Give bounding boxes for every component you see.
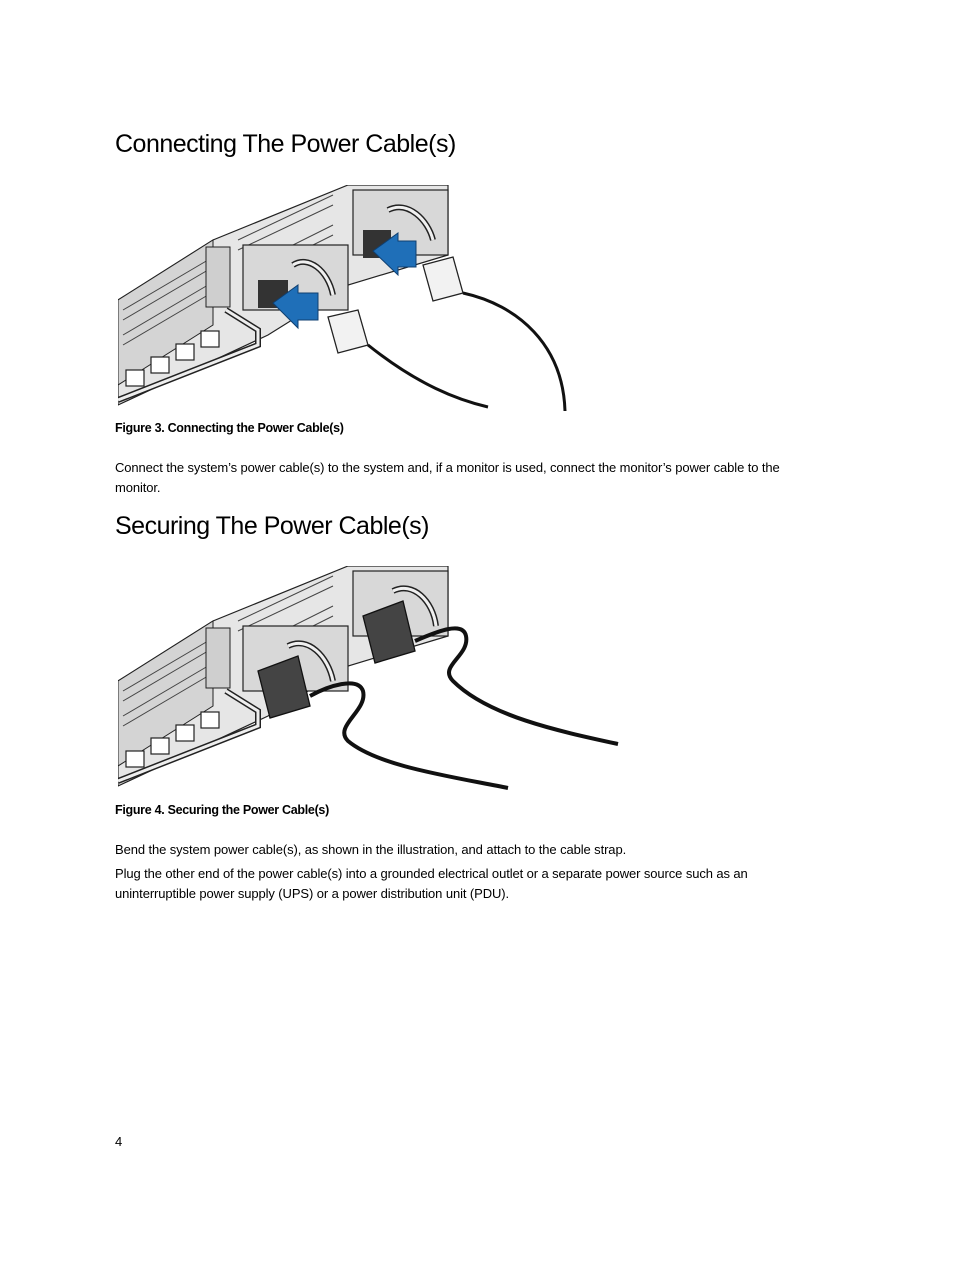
section-heading-connecting: Connecting The Power Cable(s)	[115, 130, 456, 158]
securing-paragraph-1: Bend the system power cable(s), as shown in the illustration, and attach to the cable strap.	[115, 842, 627, 857]
section-heading-securing: Securing The Power Cable(s)	[115, 512, 429, 540]
securing-cables-illustration	[118, 566, 623, 792]
figure-3-caption: Figure 3. Connecting the Power Cable(s)	[115, 421, 344, 435]
figure-connecting-power-cables	[118, 185, 623, 411]
securing-paragraph-2: Plug the other end of the power cable(s) into a grounded electrical outlet or a separate power source such as an uninterruptible power supply (UPS) or a power distribution unit (PDU).	[115, 866, 748, 901]
connecting-cables-illustration	[118, 185, 623, 411]
figure-securing-power-cables	[118, 566, 623, 792]
figure-4-caption: Figure 4. Securing the Power Cable(s)	[115, 803, 329, 817]
connecting-paragraph: Connect the system’s power cable(s) to the system and, if a monitor is used, connect the monitor’s power cable to the monitor.	[115, 460, 780, 495]
page-number: 4	[115, 1134, 123, 1149]
